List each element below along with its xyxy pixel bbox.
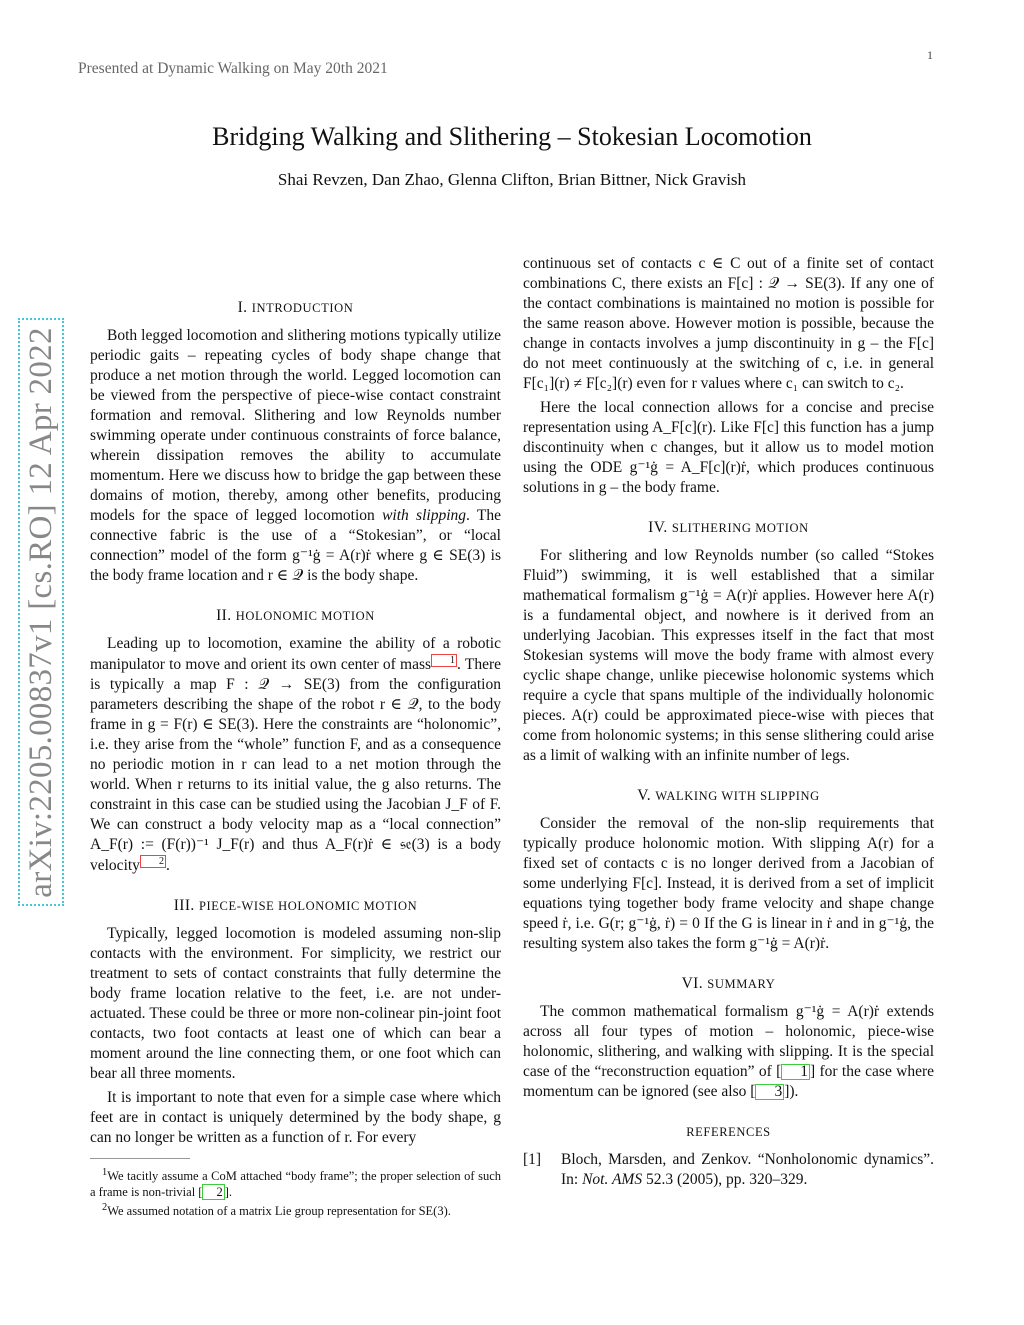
references-heading: REFERENCES bbox=[686, 1125, 771, 1139]
local-connection-paragraph: Here the local connection allows for a concise and precise representation using A_F[c](r). Like F[c] this function has a jump discontinuity when c changes, but it allow us to model motion using the ODE g⁻¹ġ = A_F[c](r)ṙ, which produces continuous solutions in g – the body frame. bbox=[523, 399, 934, 496]
section-heading-walking-slipping: V. WALKING WITH SLIPPING bbox=[637, 787, 820, 804]
venue-header: Presented at Dynamic Walking on May 20th 2021 bbox=[78, 60, 388, 77]
section-heading-slithering: IV. SLITHERING MOTION bbox=[648, 519, 809, 536]
citation-link-2[interactable]: 2 bbox=[202, 1184, 224, 1200]
section-heading-piecewise: III. PIECE-WISE HOLONOMIC MOTION bbox=[173, 897, 418, 915]
paper-title: Bridging Walking and Slithering – Stokesian Locomotion bbox=[212, 122, 812, 151]
footnote-1: $^1$We tacitly assume a CoM attached “body frame”; the proper selection of such a frame is non-trivial [ 2 ]. bbox=[90, 1167, 501, 1200]
citation-link-3[interactable]: 3 bbox=[755, 1084, 784, 1100]
paper-authors: Shai Revzen, Dan Zhao, Glenna Clifton, Brian Bittner, Nick Gravish bbox=[277, 170, 747, 189]
piecewise-continued-paragraph: continuous set of contacts c ∈ C out of a finite set of contact combinations C, there exists an F[c] : 𝒬 → SE(3). If any one of the contact combinations is maintained no motion is possible for the same reason above. However motion is possible, because the change in contacts involves a jump discontinuity in g – the F[c] do not meet continuously at the switching of c, i.e. in general F[c₁](r) ≠ F[c₂](r) even for r values where c₁ can switch to c₂. bbox=[523, 255, 934, 392]
introduction-paragraph: Both legged locomotion and slithering motions typically utilize periodic gaits – repeating cycles of body shape change that produce a net motion through the world. Legged locomotion can be viewed from the perspective of piece-wise contact constraint formation and removal. Slithering and low Reynolds number swimming operate under continuous constraints of force balance, wherein dissipation removes the ability to accumulate momentum. Here we discuss how to bridge the gap between these domains of motion, thereby, among other benefits, producing models for the space of legged locomotion with slipping. The connective fabric is the use of a “Stokesian”, or “local connection” model of the form g⁻¹ġ = A(r)ṙ where g ∈ SE(3) is the body frame location and r ∈ 𝒬 is the body shape. bbox=[90, 327, 501, 584]
holonomic-paragraph: Leading up to locomotion, examine the ability of a robotic manipulator to move and orient its own center of mass 1 . There is typically a map F : 𝒬 → SE(3) from the configuration parameters describing the shape of the robot r ∈ 𝒬, to the body frame in g = F(r) ∈ SE(3). Here the constraints are “holonomic”, i.e. they arise from the “whole” function F, and as a consequence no periodic motion in r can lead to a net motion through the world. When r returns to its initial value, the g also returns. The constraint in this case can be studied using the Jacobian J_F of F. We can construct a body velocity map as a “local connection” A_F(r) := (F(r))⁻¹ J_F(r) and thus A_F(r)ṙ ∈ 𝔰𝔢(3) is a body velocity 2 . bbox=[90, 635, 502, 875]
footnote-2: $^2$We assumed notation of a matrix Lie group representation for SE(3). bbox=[102, 1202, 451, 1219]
page-number: 1 bbox=[927, 48, 933, 62]
arxiv-stamp[interactable] bbox=[18, 318, 64, 906]
footnote-link-1[interactable]: 1 bbox=[431, 654, 457, 667]
left-column bbox=[90, 254, 501, 1220]
slithering-paragraph: For slithering and low Reynolds number (so called “Stokes Fluid”) swimming, it is well established that a similar mathematical formalism g⁻¹ġ = A(r)ṙ applies. However here A(r) is a fundamental object, and nowhere is it derived from an underlying Jacobian. This expresses itself in the fact that most Stokesian systems will move the body frame with almost every cyclic shape change, unlike piecewise holonomic systems which require a cycle that spans multiple of the individually holonomic pieces. A(r) could be approximated piece-wise with pieces that come from holonomic systems; in this sense slithering could arise as a limit of walking with an infinite number of legs. bbox=[523, 547, 934, 764]
section-heading-introduction: I. INTRODUCTION bbox=[237, 299, 354, 316]
footnote-link-2[interactable]: 2 bbox=[140, 855, 166, 868]
section-heading-summary: VI. SUMMARY bbox=[681, 975, 776, 992]
reference-item-1: [1] Bloch, Marsden, and Zenkov. “Nonholonomic dynamics”. In: Not. AMS 52.3 (2005), pp. 320–329. bbox=[523, 1151, 934, 1188]
summary-paragraph: The common mathematical formalism g⁻¹ġ = A(r)ṙ extends across all four types of motion – holonomic, piece-wise holonomic, slithering, and walking with slipping. It is the special case of the “reconstruction equation” of [ 1 ] for the case where momentum can be ignored (see also [ 3 ]). bbox=[523, 1003, 934, 1100]
footnote-rule bbox=[90, 1158, 190, 1159]
right-column bbox=[523, 254, 934, 1190]
reference-label: [1] bbox=[523, 1151, 542, 1168]
piecewise-paragraph-2: It is important to note that even for a simple case where which feet are in contact is uniquely determined by the body shape, g can no longer be written as a function of r. For every bbox=[90, 1089, 501, 1147]
citation-link-1[interactable]: 1 bbox=[781, 1064, 810, 1080]
arxiv-stamp-text: arXiv:2205.00837v1 [cs.RO] 12 Apr 2022 bbox=[22, 326, 59, 898]
piecewise-paragraph-1: Typically, legged locomotion is modeled assuming non-slip contacts with the environment. For simplicity, we restrict our treatment to sets of contact constraints that fully determine the body frame location relative to the feet, i.e. are not under-actuated. These could be three or more non-colinear pin-joint foot contacts, two foot contacts at least one of which can bear a moment around the line connecting them, or one foot which can bear all three moments. bbox=[90, 925, 501, 1083]
section-heading-holonomic: II. HOLONOMIC MOTION bbox=[216, 607, 375, 624]
walking-slipping-paragraph: Consider the removal of the non-slip requirements that typically produce holonomic motion. With slipping A(r) for a fixed set of contacts c is no longer derived from a Jacobian of some underlying F[c]. Instead, it is derived from a set of implicit equations tying together body frame velocity and shape change speed ṙ, i.e. G(r; g⁻¹ġ, ṙ) = 0 If the G is linear in ṙ and in g⁻¹ġ, the resulting system also takes the form g⁻¹ġ = A(r)ṙ. bbox=[523, 815, 934, 952]
